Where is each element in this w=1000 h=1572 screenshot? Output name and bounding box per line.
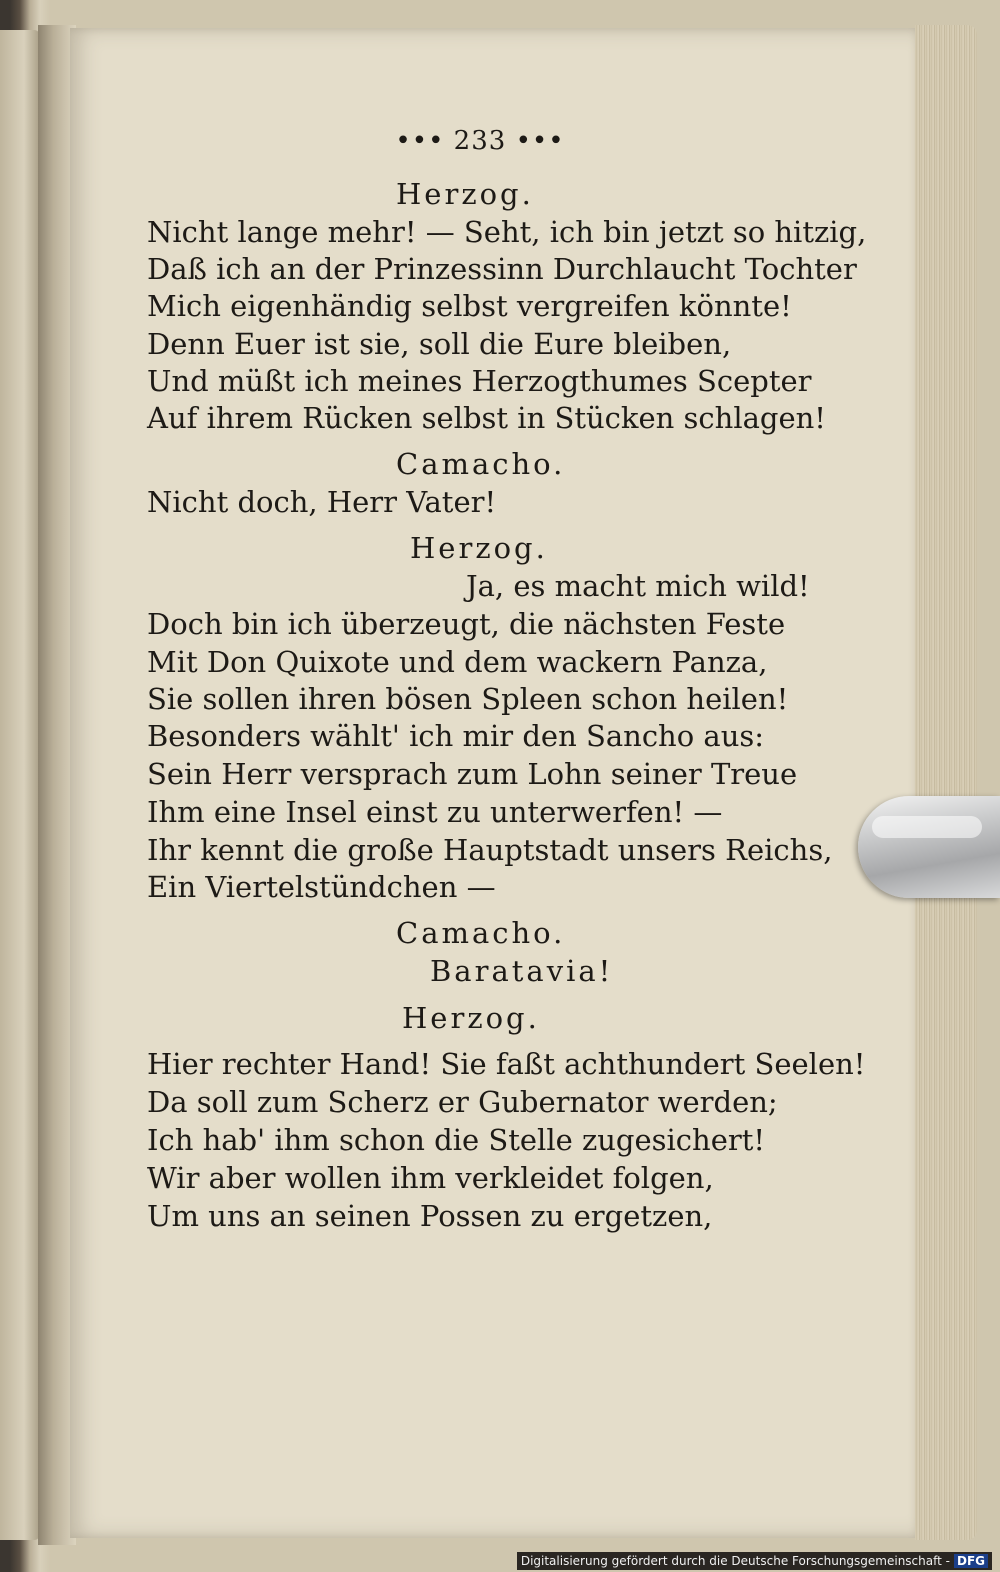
verse-line: Wir aber wollen ihm verkleidet folgen, [147,1161,714,1195]
verse-line: Mit Don Quixote und dem wackern Panza, [147,645,768,679]
speaker-label: Herzog. [402,1001,540,1035]
dfg-logo: DFG [954,1554,988,1568]
verse-line: Um uns an seinen Possen zu ergetzen, [147,1199,713,1233]
ornament-left: ••• [395,126,445,156]
verse-line: Sein Herr versprach zum Lohn seiner Treue [147,757,798,791]
verse-line: Doch bin ich überzeugt, die nächsten Feste [147,607,786,641]
verse-line: Ein Viertelstündchen — [147,870,496,904]
verse-line: Nicht doch, Herr Vater! [147,485,497,519]
verse-line: Daß ich an der Prinzessinn Durchlaucht Tochter [147,252,857,286]
speaker-label: Herzog. [396,177,534,211]
speaker-label: Baratavia! [430,954,614,988]
verse-line: Ihm eine Insel einst zu unterwerfen! — [147,795,723,829]
speaker-label: Camacho. [396,447,566,481]
ornament-right: ••• [515,126,565,156]
page-number: 233 [453,126,507,156]
verse-line-indented: Ja, es macht mich wild! [466,569,810,603]
speaker-label: Camacho. [396,916,566,950]
verse-line: Auf ihrem Rücken selbst in Stücken schlagen! [147,401,826,435]
verse-line: Besonders wählt' ich mir den Sancho aus: [147,719,765,753]
verse-line: Sie sollen ihren bösen Spleen schon heilen! [147,682,789,716]
speaker-label: Herzog. [410,531,548,565]
page-holder-clip [858,796,1000,898]
verse-line: Nicht lange mehr! — Seht, ich bin jetzt so hitzig, [147,215,867,249]
credit-text: Digitalisierung gefördert durch die Deutsche Forschungsgemeinschaft - [520,1554,950,1568]
verse-line: Mich eigenhändig selbst vergreifen könnte! [147,289,792,323]
verse-line: Hier rechter Hand! Sie faßt achthundert Seelen! [147,1047,866,1081]
verse-line: Da soll zum Scherz er Gubernator werden; [147,1085,778,1119]
verse-line: Und müßt ich meines Herzogthumes Scepter [147,364,812,398]
page-number-row [380,126,580,156]
verse-line: Ihr kennt die große Hauptstadt unsers Reichs, [147,833,833,867]
verse-line: Denn Euer ist sie, soll die Eure bleiben, [147,327,732,361]
digitization-credit [517,1552,992,1570]
verse-line: Ich hab' ihm schon die Stelle zugesichert! [147,1123,766,1157]
